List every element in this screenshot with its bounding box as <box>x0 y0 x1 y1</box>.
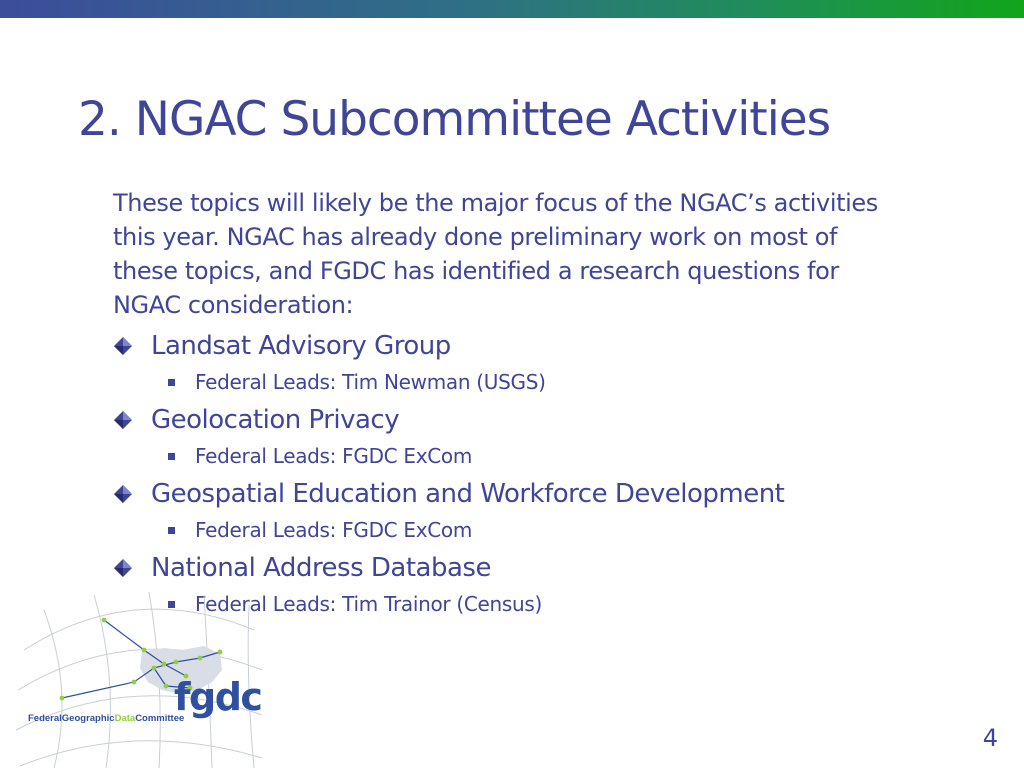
diamond-bullet-icon <box>113 410 133 430</box>
square-bullet-icon <box>168 453 175 460</box>
diamond-bullet-icon <box>113 558 133 578</box>
fgdc-name-part: Data <box>114 713 136 724</box>
sub-item <box>168 368 546 396</box>
top-gradient-bar <box>0 0 1024 18</box>
diamond-bullet-icon <box>113 336 133 356</box>
topic-row <box>113 476 784 512</box>
page-number: 4 <box>982 724 998 752</box>
topic-row <box>113 402 399 438</box>
topic-item <box>113 476 973 550</box>
topic-list <box>113 328 973 624</box>
intro-line: these topics, and FGDC has identified a research questions for <box>113 257 839 285</box>
topic-label: Landsat Advisory Group <box>151 331 451 361</box>
intro-paragraph <box>113 186 973 322</box>
intro-line: NGAC consideration: <box>113 291 354 319</box>
topic-row <box>113 550 491 586</box>
square-bullet-icon <box>168 379 175 386</box>
sub-item <box>168 442 472 470</box>
intro-line: These topics will likely be the major focus of the NGAC’s activities <box>113 189 878 217</box>
intro-line: this year. NGAC has already done preliminary work on most of <box>113 223 838 251</box>
fgdc-logo <box>14 590 264 768</box>
fgdc-name-part: Committee <box>135 713 185 724</box>
square-bullet-icon <box>168 527 175 534</box>
diamond-bullet-icon <box>113 484 133 504</box>
slide-title: 2. NGAC Subcommittee Activities <box>78 92 831 147</box>
sub-item-label: Federal Leads: Tim Trainor (Census) <box>195 592 543 616</box>
topic-label: National Address Database <box>151 553 491 583</box>
sub-item-label: Federal Leads: FGDC ExCom <box>195 518 473 542</box>
topic-label: Geolocation Privacy <box>151 405 400 435</box>
sub-item-label: Federal Leads: FGDC ExCom <box>195 444 473 468</box>
fgdc-name-part: FederalGeographic <box>28 713 115 724</box>
topic-item <box>113 328 973 402</box>
sub-item <box>168 516 472 544</box>
fgdc-name <box>28 713 184 724</box>
topic-item <box>113 402 973 476</box>
topic-label: Geospatial Education and Workforce Development <box>151 479 785 509</box>
topic-row <box>113 328 451 364</box>
fgdc-wordmark: fgdc <box>174 675 262 719</box>
sub-item-label: Federal Leads: Tim Newman (USGS) <box>195 370 546 394</box>
